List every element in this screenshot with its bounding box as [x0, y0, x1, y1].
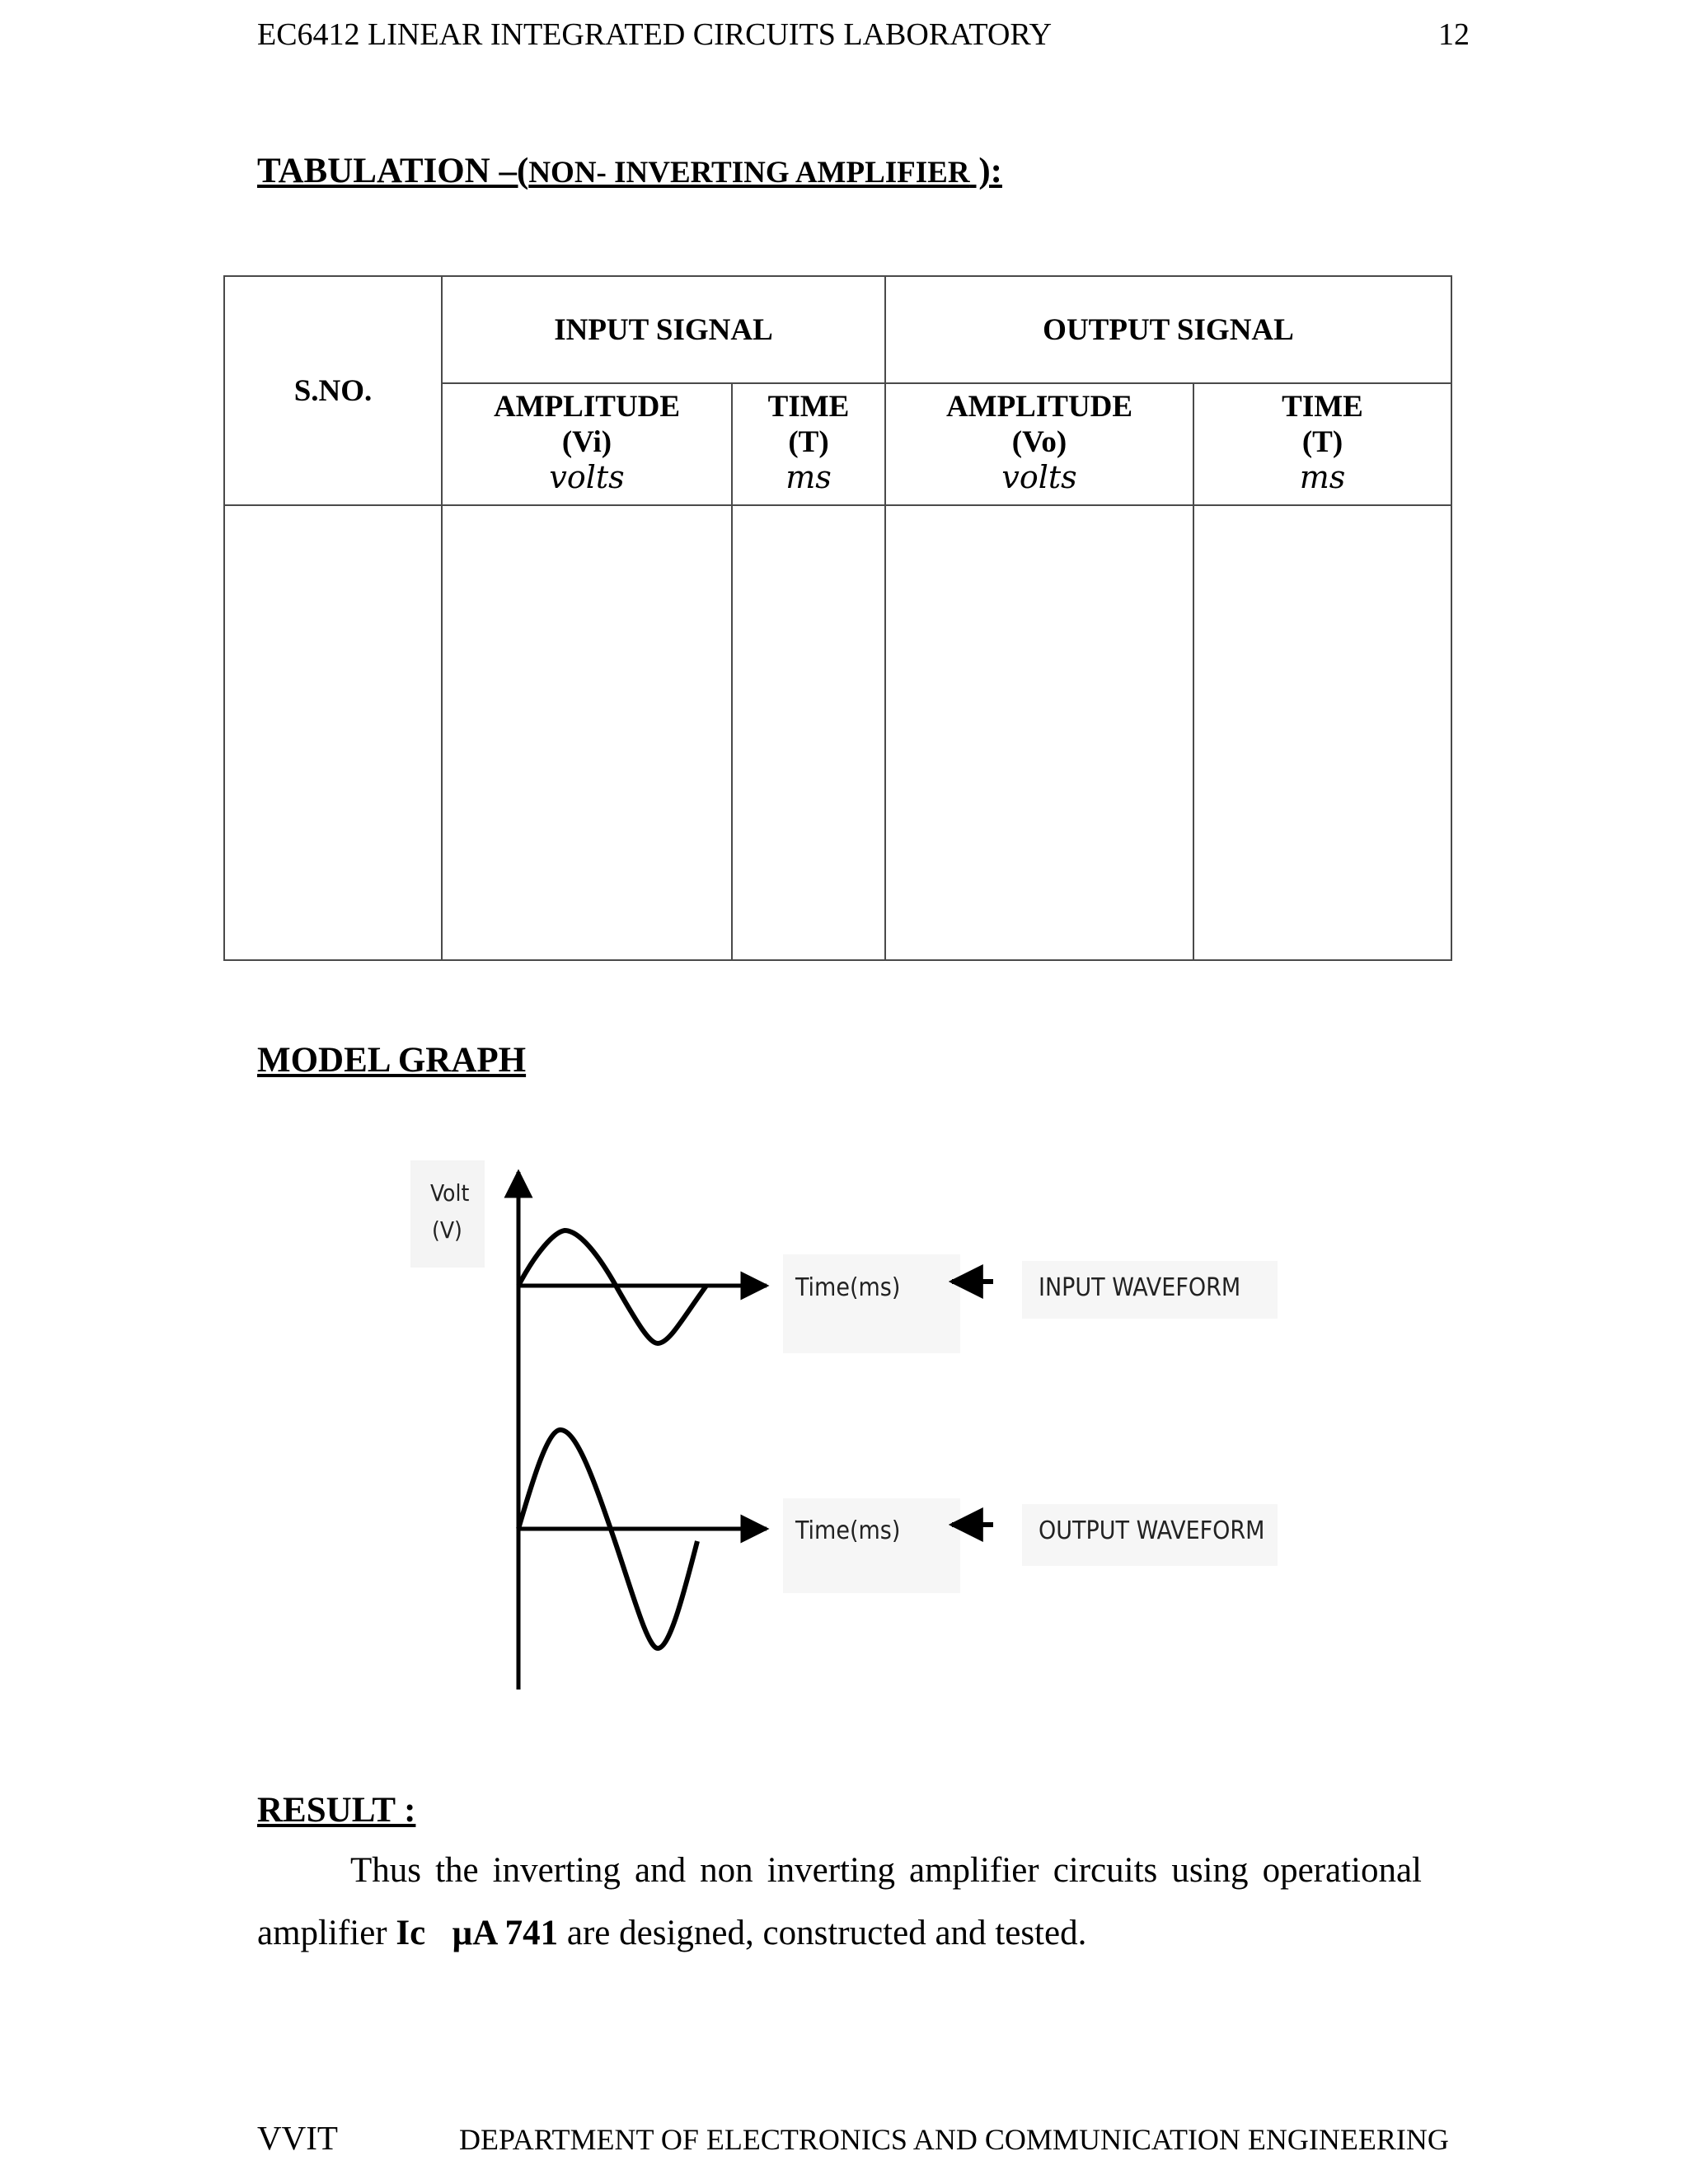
column-name: AMPLITUDE — [945, 390, 1133, 424]
column-name: TIME — [767, 390, 850, 424]
tabulation-heading — [257, 151, 1002, 191]
table-cell — [224, 505, 442, 960]
table-cell — [1193, 505, 1451, 960]
result-ic-label: Ic — [396, 1914, 426, 1952]
output-signal-header: OUTPUT SIGNAL — [885, 276, 1451, 383]
column-symbol: (T) — [788, 425, 829, 459]
column-symbol: (Vi) — [561, 425, 612, 459]
footer-department: DEPARTMENT OF ELECTRONICS AND COMMUNICATION ENGINEERING — [459, 2123, 1449, 2156]
model-graph-diagram — [404, 1154, 1311, 1714]
sno-header: S.NO. — [224, 276, 442, 505]
result-heading: RESULT : — [257, 1791, 416, 1830]
result-paragraph — [257, 1840, 1422, 1965]
column-name: TIME — [1282, 390, 1363, 424]
input-signal-header: INPUT SIGNAL — [442, 276, 885, 383]
output-time-label-background — [783, 1498, 960, 1593]
y-axis-unit: (V) — [432, 1216, 462, 1244]
output-waveform — [518, 1430, 697, 1648]
column-unit: volts — [549, 459, 625, 495]
table-cell — [732, 505, 885, 960]
table-cell — [885, 505, 1193, 960]
column-symbol: (T) — [1301, 425, 1343, 459]
column-unit: ms — [785, 459, 832, 495]
tabulation-table — [223, 275, 1452, 961]
column-name: AMPLITUDE — [493, 390, 681, 424]
header-title: EC6412 LINEAR INTEGRATED CIRCUITS LABORATORY — [257, 17, 1053, 52]
tabulation-heading-end: ): — [969, 152, 1002, 190]
input-waveform-caption: INPUT WAVEFORM — [1039, 1273, 1241, 1302]
column-symbol: (Vo) — [1011, 425, 1067, 459]
table-cell — [442, 505, 732, 960]
output-waveform-caption: OUTPUT WAVEFORM — [1039, 1516, 1265, 1545]
input-time-header — [732, 383, 885, 505]
output-time-label: Time(ms) — [795, 1516, 901, 1545]
tabulation-heading-main: TABULATION –( — [257, 152, 529, 190]
output-amplitude-header — [885, 383, 1193, 505]
page-number: 12 — [1438, 17, 1470, 52]
result-text-end: are designed, constructed and tested. — [558, 1914, 1087, 1952]
model-graph-heading: MODEL GRAPH — [257, 1041, 527, 1080]
result-chip-name: µA 741 — [452, 1914, 559, 1952]
result-gap — [425, 1914, 452, 1952]
result-text-start: Thus the inverting and non inverting amplifier circuits using operational amplifier — [257, 1851, 1422, 1952]
input-time-label: Time(ms) — [795, 1273, 901, 1302]
input-time-label-background — [783, 1254, 960, 1353]
column-unit: ms — [1299, 459, 1346, 495]
footer-institution: VVIT — [257, 2119, 338, 2157]
y-axis-label: Volt — [430, 1179, 470, 1207]
y-label-background — [410, 1160, 485, 1268]
tabulation-heading-sub: NON- INVERTING AMPLIFIER — [528, 156, 970, 190]
column-unit: volts — [1001, 459, 1077, 495]
output-time-header — [1193, 383, 1451, 505]
input-amplitude-header — [442, 383, 732, 505]
table-row — [224, 505, 1451, 960]
